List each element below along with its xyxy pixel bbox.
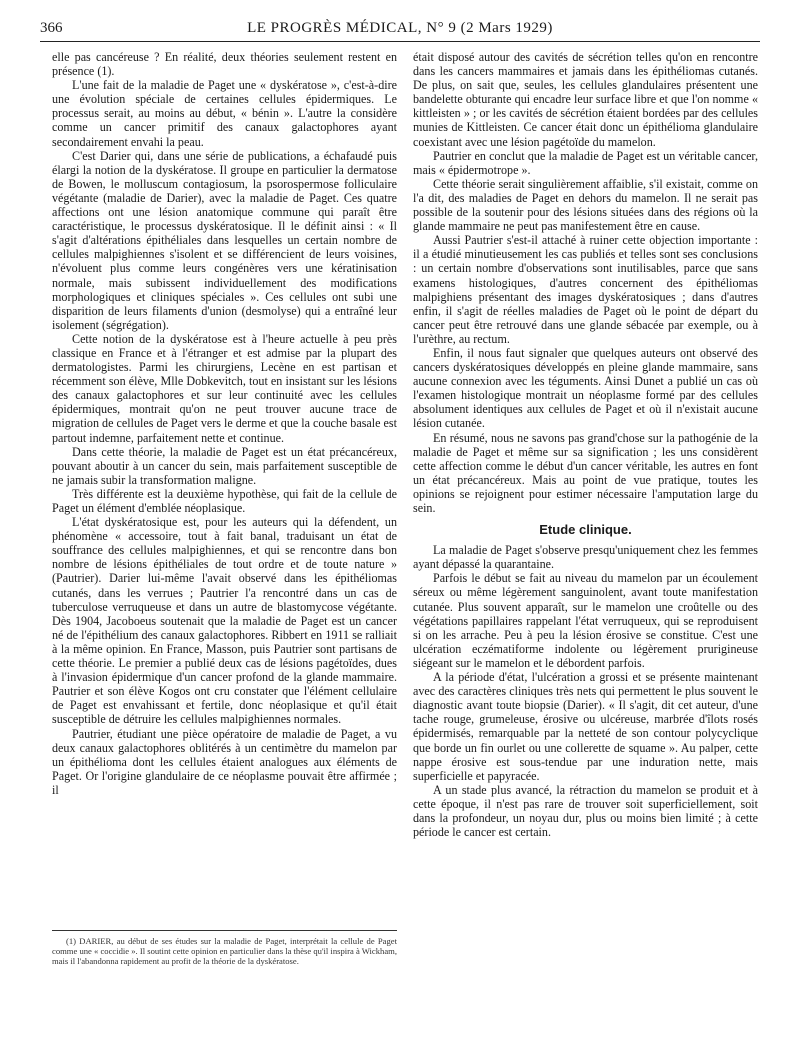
paragraph: Dans cette théorie, la maladie de Paget est un état précancéreux, pouvant aboutir à un cancer du sein, mais parfaitement susceptible de ne jamais subir la transformation maligne. [52, 444, 397, 487]
paragraph: C'est Darier qui, dans une série de publications, a échafaudé puis élargi la notion de la dyskératose. Il groupe en particulier la dermatose de Bowen, le molluscum contagiosum, la psorospermose folliculaire végétante (maladie de Darier), avec la maladie de Paget. Ces quatre affections ont une lésion anatomique commune qui paraît être caractéristique, le processus dyskératosique. Il le définit ainsi : « Il s'agit d'altérations épithéliales dans lesquelles un certain nombre de cellules malpighiennes s'isolent et se différencient de leurs voisines, n'évoluent plus comme leurs congénères vers une kératinisation normale, mais subissent individuellement des modifications morphologiques et cliniques spéciales ». Ces cellules ont subi une disparition de leurs filaments d'union (desmolyse) qui a entraîné leur isolement (ségrégation). [52, 148, 397, 332]
paragraph: La maladie de Paget s'observe presqu'uniquement chez les femmes ayant dépassé la quarantaine. [413, 543, 758, 572]
paragraph: Cette théorie serait singulièrement affaiblie, s'il existait, comme on l'a dit, des maladies de Paget en dehors du mamelon. Il ne serait pas possible de la soutenir pour des lésions situées dans des régions où la glande mammaire ne peut pas manifestement être en cause. [413, 176, 758, 234]
left-column [52, 50, 397, 797]
right-column [413, 50, 758, 839]
paragraph: L'une fait de la maladie de Paget une « dyskératose », c'est-à-dire une évolution spéciale de certaines cellules épidermiques. Le processus serait, au moins au début, « bénin ». L'autre la considère comme un cancer primitif des canaux galactophores ayant secondairement envahi la peau. [52, 78, 397, 149]
paragraph: Cette notion de la dyskératose est à l'heure actuelle à peu près classique en France et à l'étranger et est admise par la plupart des dermatologistes. Parmi les chirurgiens, Lecène en est partisan et récemment son élève, Mlle Dobkevitch, tout en insistant sur les lésions des canaux galactophores et sur leur continuité avec les cellules épidermiques, montrait qu'on ne peut trouver aucune trace de migration de cellules de Paget vers le derme et que la couche basale est partout indemne, parfaitement nette et continue. [52, 331, 397, 445]
paragraph: Enfin, il nous faut signaler que quelques auteurs ont observé des cancers dyskératosiques développés en pleine glande mammaire, sans aucune connexion avec les téguments. Ainsi Dunet a publié un cas où l'examen histologique montrait un néoplasme formé par des cellules absolument identiques aux cellules de Paget et où il n'existait aucune lésion cutanée. [413, 345, 758, 431]
journal-title: LE PROGRÈS MÉDICAL, N° 9 (2 Mars 1929) [247, 20, 553, 36]
paragraph: Très différente est la deuxième hypothèse, qui fait de la cellule de Paget un élément d'emblée néoplasique. [52, 486, 397, 515]
paragraph: Pautrier en conclut que la maladie de Paget est un véritable cancer, mais « épidermotrope ». [413, 148, 758, 177]
paragraph: En résumé, nous ne savons pas grand'chose sur la pathogénie de la maladie de Paget et même sur sa signification ; les uns considèrent cette affection comme le début d'un cancer véritable, les autres en font un état précancéreux. Mais au point de vue pratique, toutes les opinions se rejoignent pour estimer nécessaire l'amputation large du sein. [413, 430, 758, 515]
paragraph: A la période d'état, l'ulcération a grossi et se présente maintenant avec des caractères cliniques très nets qui permettent le plus souvent le diagnostic avant toute biopsie (Darier). « Il s'agit, dit cet auteur, d'une tache rouge, grumeleuse, érosive ou ulcéreuse, marbrée d'îlots rosés épidermisés, remarquable par la netteté de son contour polycyclique que borde un fin ourlet ou une collerette de squame ». Au palper, cette nappe érosive est sous-tendue par une induration nette, mais superficielle et papyracée. [413, 670, 758, 783]
paragraph: était disposé autour des cavités de sécrétion telles qu'on en rencontre dans les cancers mammaires et jamais dans les épithéliomas cutanés. De plus, on sait que, seules, les cellules glandulaires présentent une bandelette obturante qui encadre leur surface libre et que l'on nomme « kittleisten » ; or les cavités de sécrétion étaient bordées par des cellules munies de Kittleisten. Ce cancer était donc un épithélioma glandulaire coexistant avec une lésion pagétoïde du mamelon. [413, 50, 758, 149]
paragraph: L'état dyskératosique est, pour les auteurs qui la défendent, un phénomène « accessoire, tout à fait banal, traduisant un état de souffrance des cellules malpighiennes, et qui se rencontre dans bon nombre de lésions épithéliales de tout ordre et de toute nature » (Pautrier). Darier lui-même l'avait observé dans les épithéliomas cutanés, dans les verrues ; Pautrier l'a rencontré dans un cas de tuberculose verruqueuse et dans un autre de blastomycose végétante. Dès 1904, Jacoboeus soutenait que la maladie de Paget est un cancer né de l'épithélium des canaux galactophores. Ribbert en 1911 se ralliait à la même opinion. En France, Masson, puis Pautrier sont partisans de cette théorie. Le premier a publié deux cas de lésions pagétoïdes, dues à l'invasion épidermique d'un cancer profond de la glande mammaire. Pautrier et son élève Kogos ont cru constater que l'élément cellulaire de Paget est envahissant et fertile, donc néoplasique et qu'il était susceptible de détruire les cellules malpighiennes normales. [52, 515, 397, 727]
page-header [40, 19, 760, 42]
paragraph: Parfois le début se fait au niveau du mamelon par un écoulement séreux ou même légèrement sanguinolent, avant toute manifestation cutanée. Plus souvent apparaît, sur le mamelon une croûtelle ou des végétations papillaires rappelant l'état verruqueux, qui se reproduisent si on les arrache. Peu à peu la lésion érosive se constitue. C'est une ulcération eczématiforme indolente ou légèrement prurigineuse siégeant sur le mamelon et le débordent parfois. [413, 571, 758, 670]
footnote-divider [52, 930, 397, 931]
page-number: 366 [40, 20, 63, 36]
paragraph: A un stade plus avancé, la rétraction du mamelon se produit et à cette époque, il n'est pas rare de trouver soit superficiellement, soit dans la profondeur, un noyau dur, plus ou moins bien limité ; à cette période le cancer est certain. [413, 782, 758, 840]
paragraph: Aussi Pautrier s'est-il attaché à ruiner cette objection importante : il a étudié minutieusement les cas publiés et telles sont ses conclusions : un certain nombre d'observations sont inutilisables, parce que sans examens histologiques, d'autres concernent des épithéliomas malpighiens présentant des images dyskératosiques ; dans d'autres enfin, il s'agit de réelles maladies de Paget où le point de départ du cancer peut être retrouvé dans une glande sébacée par exemple, ou à l'urèthre, au rectum. [413, 233, 758, 346]
footnote [52, 936, 397, 967]
paragraph: Pautrier, étudiant une pièce opératoire de maladie de Paget, a vu deux canaux galactophores oblitérés à un centimètre du mamelon par un épithélioma dont les cellules étaient analogues aux éléments de Paget. Or l'origine glandulaire de ce néoplasme pouvait être affirmée ; il [52, 726, 397, 797]
paragraph: elle pas cancéreuse ? En réalité, deux théories seulement restent en présence (1). [52, 50, 397, 79]
section-title: Etude clinique. [539, 522, 632, 538]
footnote-text: (1) DARIER, au début de ses études sur la maladie de Paget, interprétait la cellule de Paget comme une « coccidie ». Il soutint cette opinion en particulier dans la thèse qu'il inspira à Wickham, mais il l'abandonna rapidement au profit de la théorie de la dyskératose. [52, 936, 397, 967]
